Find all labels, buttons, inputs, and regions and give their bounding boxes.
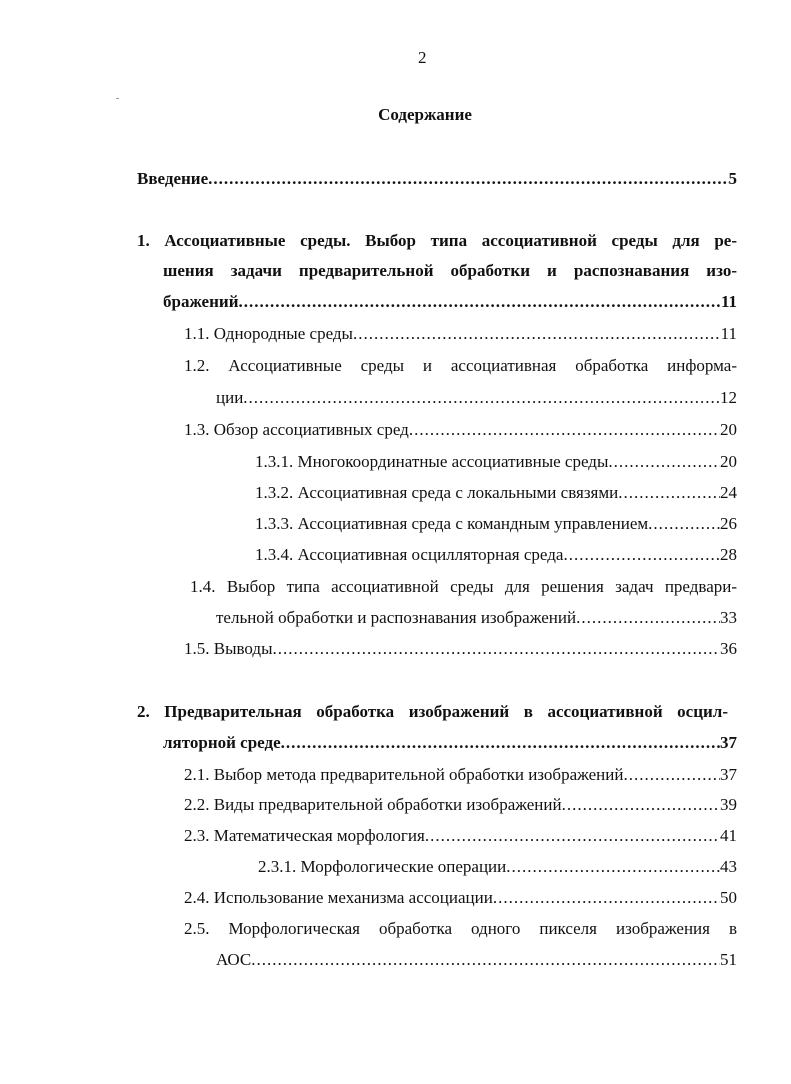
toc-label: ляторной среде	[163, 733, 281, 752]
toc-section-2-4[interactable]	[184, 886, 737, 910]
toc-section-2-1[interactable]	[184, 763, 737, 787]
toc-page: 28	[720, 545, 737, 564]
toc-label: 2.2. Виды предварительной обработки изображений	[184, 795, 562, 814]
toc-page: 11	[720, 324, 737, 343]
toc-leader	[576, 606, 720, 630]
toc-section-1-2-line1[interactable]: 1.2. Ассоциативные среды и ассоциативная обработка информа-	[184, 356, 737, 375]
toc-label: 2.3. Математическая морфология	[184, 826, 425, 845]
toc-leader	[243, 386, 720, 410]
toc-section-1-5[interactable]	[184, 637, 737, 661]
toc-leader	[208, 167, 728, 191]
toc-section-2-3[interactable]	[184, 824, 737, 848]
toc-label: 1.3.1. Многокоординатные ассоциативные среды	[255, 452, 609, 471]
toc-section-1-3-3[interactable]	[255, 512, 737, 536]
toc-label: 1.3.2. Ассоциативная среда с локальными связями	[255, 483, 619, 502]
toc-section-1-3-1[interactable]	[255, 450, 737, 474]
toc-leader	[273, 637, 720, 661]
toc-page: 39	[720, 795, 737, 814]
toc-page: 43	[720, 857, 737, 876]
toc-leader	[281, 731, 720, 755]
toc-leader	[608, 450, 720, 474]
toc-section-2-2[interactable]	[184, 793, 737, 817]
toc-page: 33	[720, 608, 737, 627]
toc-label: 1.3.4. Ассоциативная осцилляторная среда	[255, 545, 564, 564]
toc-label: бражений	[163, 292, 239, 311]
scan-speck	[116, 98, 119, 99]
toc-label: 2.3.1. Морфологические операции	[258, 857, 507, 876]
toc-section-1-4-line1[interactable]: 1.4. Выбор типа ассоциативной среды для решения задач предвари-	[190, 577, 737, 596]
toc-section-2-5-line1[interactable]: 2.5. Морфологическая обработка одного пикселя изображения в	[184, 919, 737, 938]
toc-section-1-2-line2[interactable]	[216, 386, 737, 410]
toc-section-2-5-line2[interactable]	[216, 948, 737, 972]
toc-section-1-3-2[interactable]	[255, 481, 737, 505]
toc-page: 20	[720, 420, 737, 439]
toc-label: 1.3. Обзор ассоциативных сред	[184, 420, 409, 439]
toc-leader	[563, 543, 720, 567]
toc-label: Введение	[137, 169, 209, 188]
toc-leader	[623, 763, 720, 787]
toc-leader	[618, 481, 720, 505]
toc-label: АОС	[216, 950, 252, 969]
page-title: Содержание	[378, 105, 472, 124]
toc-label: 1.1. Однородные среды	[184, 324, 353, 343]
toc-label: 1.5. Выводы	[184, 639, 273, 658]
toc-leader	[493, 886, 720, 910]
toc-section-1-3[interactable]	[184, 418, 737, 442]
toc-page: 36	[720, 639, 737, 658]
toc-leader	[409, 418, 720, 442]
toc-label: ции	[216, 388, 244, 407]
toc-chapter-2-line2[interactable]	[163, 731, 737, 755]
toc-chapter-2-line1[interactable]: 2. Предварительная обработка изображений в ассоциативной осцил-	[137, 702, 728, 721]
toc-leader	[251, 948, 720, 972]
toc-section-1-1[interactable]	[184, 322, 737, 346]
toc-label: тельной обработки и распознавания изображений	[216, 608, 577, 627]
toc-label: 2.4. Использование механизма ассоциации	[184, 888, 493, 907]
toc-chapter-1-line2[interactable]: шения задачи предварительной обработки и распознавания изо-	[163, 261, 737, 280]
toc-page: 37	[720, 733, 737, 752]
toc-page: 20	[720, 452, 737, 471]
toc-page: 12	[720, 388, 737, 407]
toc-page: 26	[720, 514, 737, 533]
toc-page: 50	[720, 888, 737, 907]
toc-section-2-3-1[interactable]	[258, 855, 737, 879]
toc-page: 51	[720, 950, 737, 969]
toc-page: 41	[720, 826, 737, 845]
page-number: 2	[418, 48, 427, 67]
toc-leader	[562, 793, 720, 817]
toc-section-1-3-4[interactable]	[255, 543, 737, 567]
toc-label: 1.3.3. Ассоциативная среда с командным управлением	[255, 514, 649, 533]
toc-page: 24	[720, 483, 737, 502]
toc-page: 11	[720, 292, 737, 311]
toc-chapter-1-line3[interactable]	[163, 290, 737, 314]
toc-leader	[648, 512, 720, 536]
toc-section-1-4-line2[interactable]	[216, 606, 737, 630]
toc-chapter-1-line1[interactable]: 1. Ассоциативные среды. Выбор типа ассоциативной среды для ре-	[137, 231, 737, 250]
toc-page: 5	[728, 169, 737, 188]
toc-entry-intro[interactable]	[137, 167, 737, 191]
toc-leader	[353, 322, 721, 346]
toc-page: 37	[720, 765, 737, 784]
toc-leader	[239, 290, 721, 314]
toc-label: 2.1. Выбор метода предварительной обработки изображений	[184, 765, 624, 784]
toc-leader	[425, 824, 720, 848]
toc-leader	[506, 855, 720, 879]
